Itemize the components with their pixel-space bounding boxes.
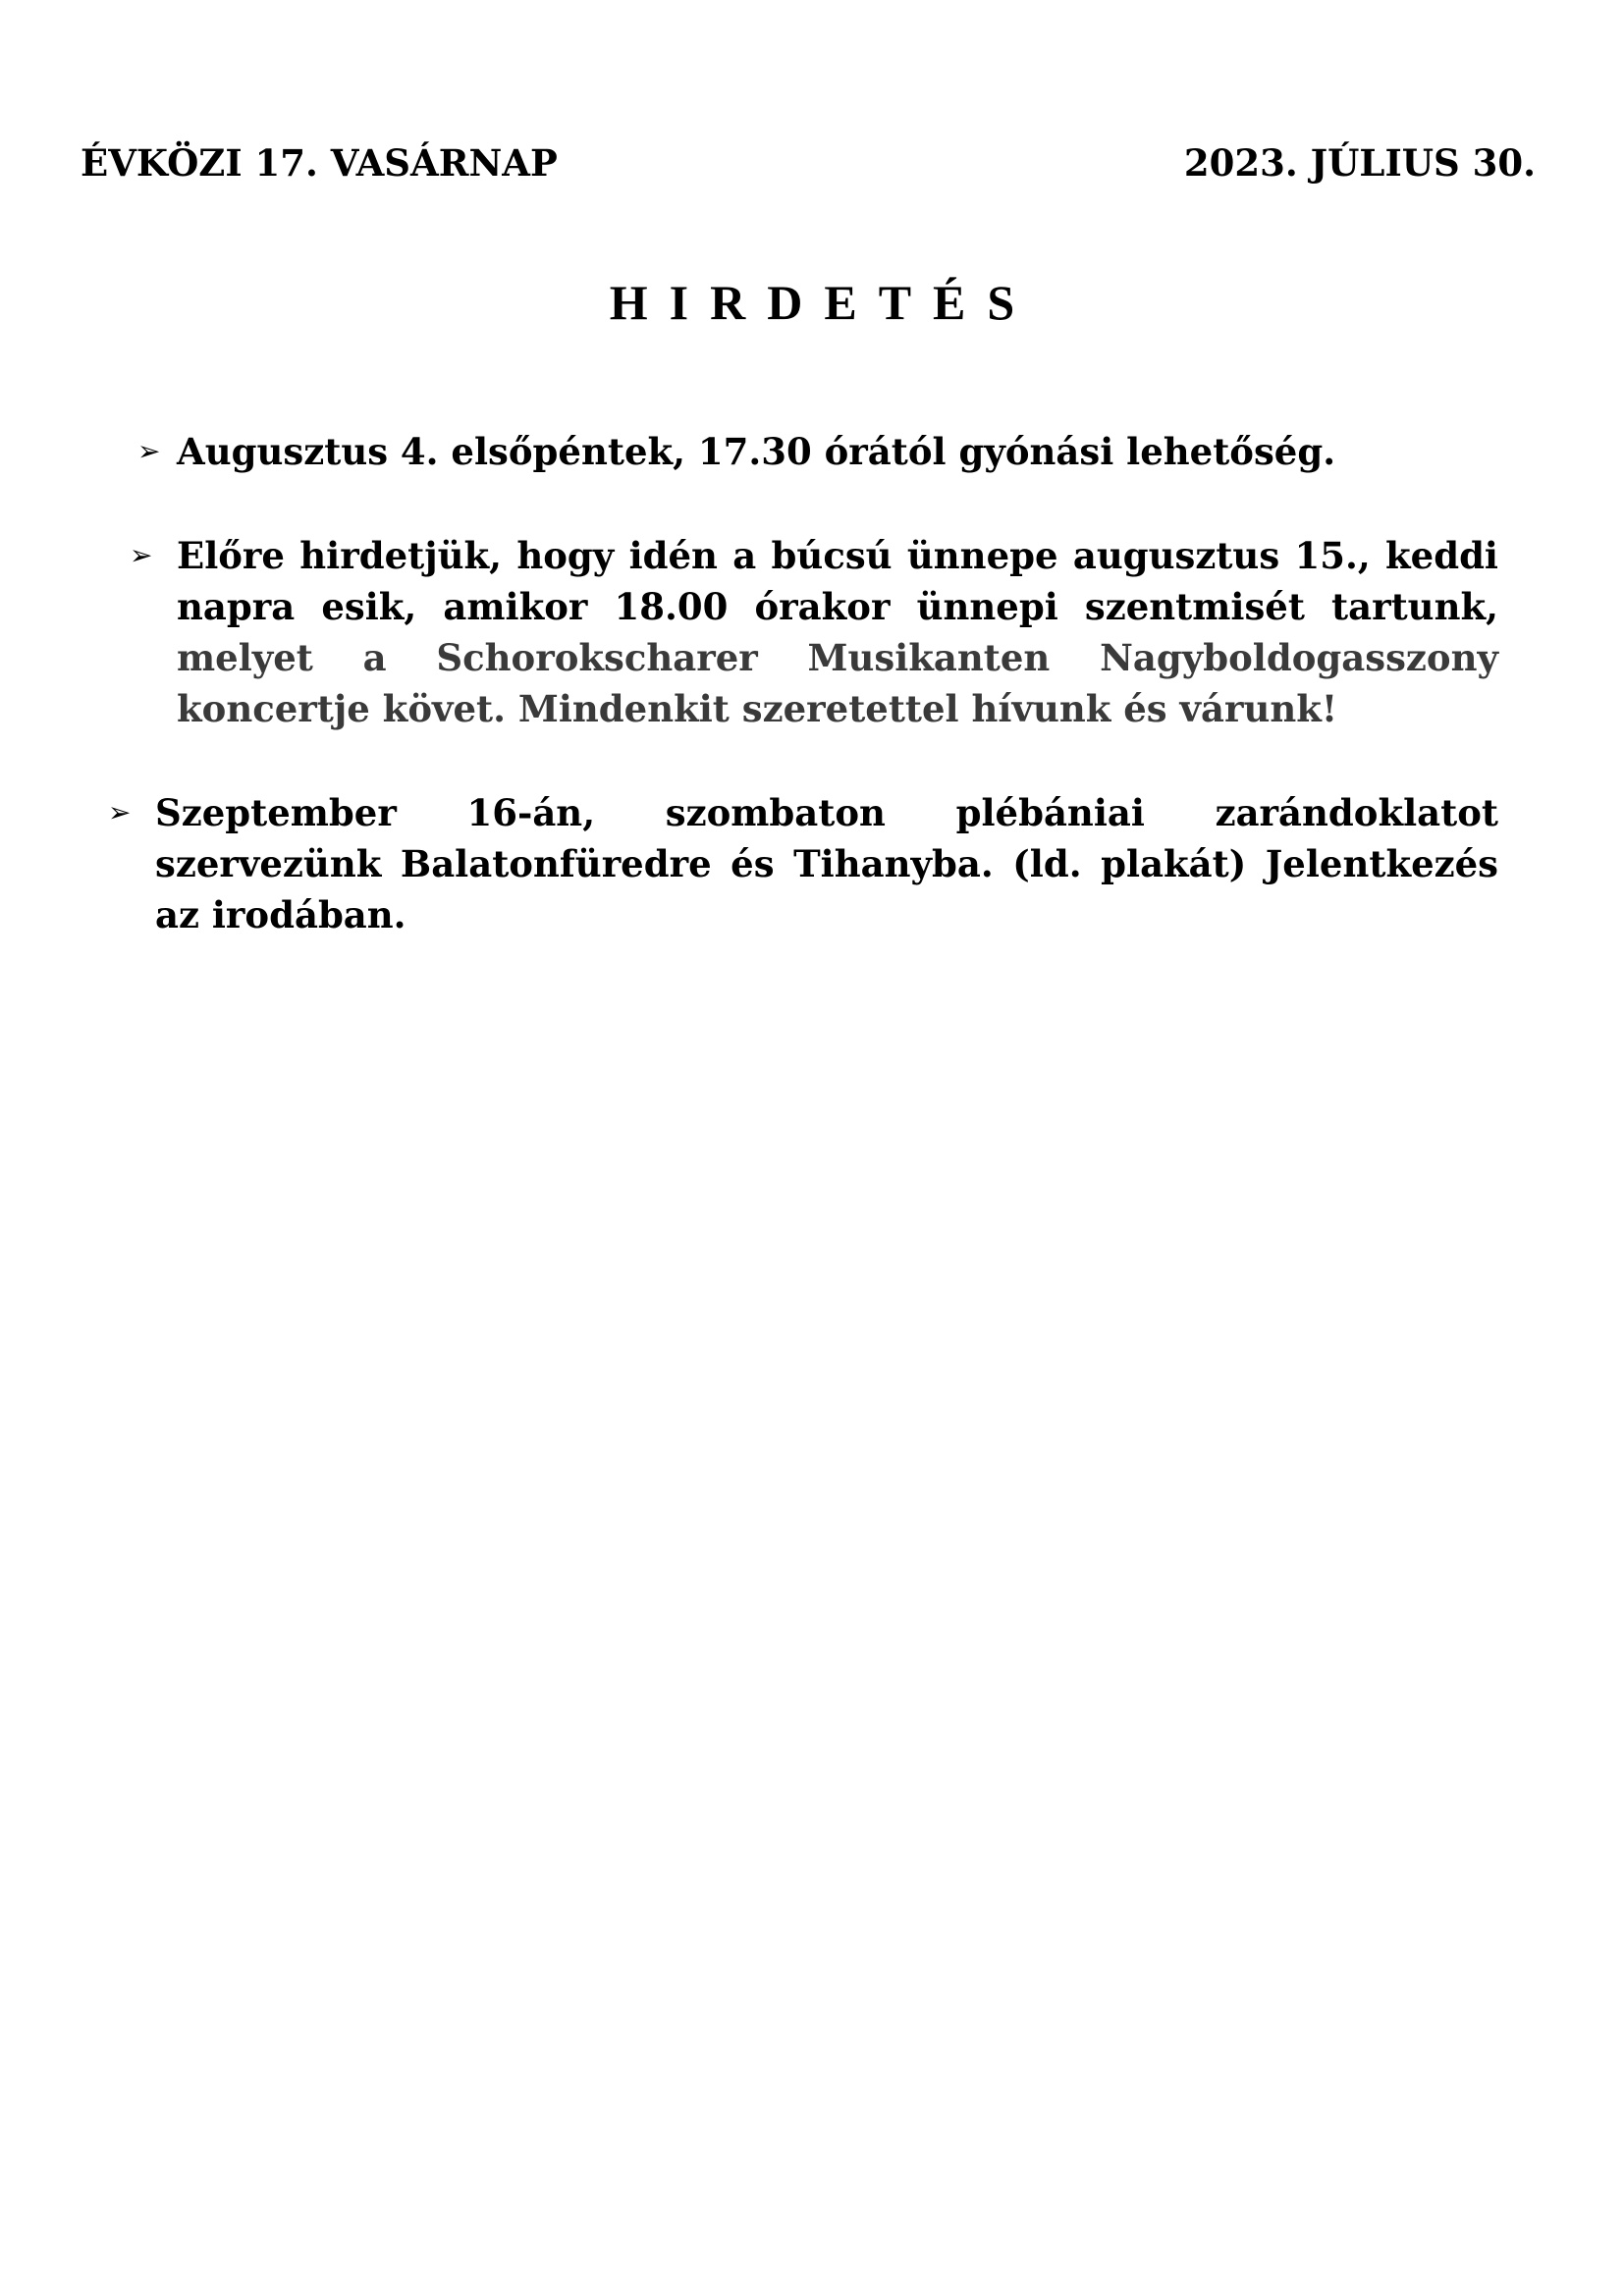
announcement-item bbox=[137, 426, 1487, 477]
document-title: HIRDETÉS bbox=[609, 275, 1037, 330]
announcement-item bbox=[108, 787, 1498, 940]
announcement-text: Augusztus 4. elsőpéntek, 17.30 órától gyónási lehetőség. bbox=[177, 430, 1336, 473]
announcement-text: Szeptember 16-án, szombaton plébániai zarándoklatot szervezünk Balatonfüredre és Tihanyba. (ld. plakát) Jelentkezés az irodában. bbox=[155, 791, 1498, 936]
liturgical-day: ÉVKÖZI 17. VASÁRNAP bbox=[81, 141, 558, 185]
announcement-text: Előre hirdetjük, hogy idén a búcsú ünnepe augusztus 15., keddi napra esik, amikor 18.00 órakor ünnepi szentmisét tartunk, bbox=[177, 534, 1498, 628]
arrow-bullet-icon: ➢ bbox=[130, 539, 153, 571]
announcement-text-continued: melyet a Schorokscharer Musikanten Nagyboldogasszony koncertje követ. Mindenkit szeretettel hívunk és várunk! bbox=[177, 636, 1498, 730]
arrow-bullet-icon: ➢ bbox=[108, 796, 132, 828]
document-header bbox=[81, 139, 1536, 187]
document-date: 2023. JÚLIUS 30. bbox=[1183, 141, 1536, 185]
announcement-item bbox=[130, 530, 1498, 734]
arrow-bullet-icon: ➢ bbox=[137, 435, 161, 467]
